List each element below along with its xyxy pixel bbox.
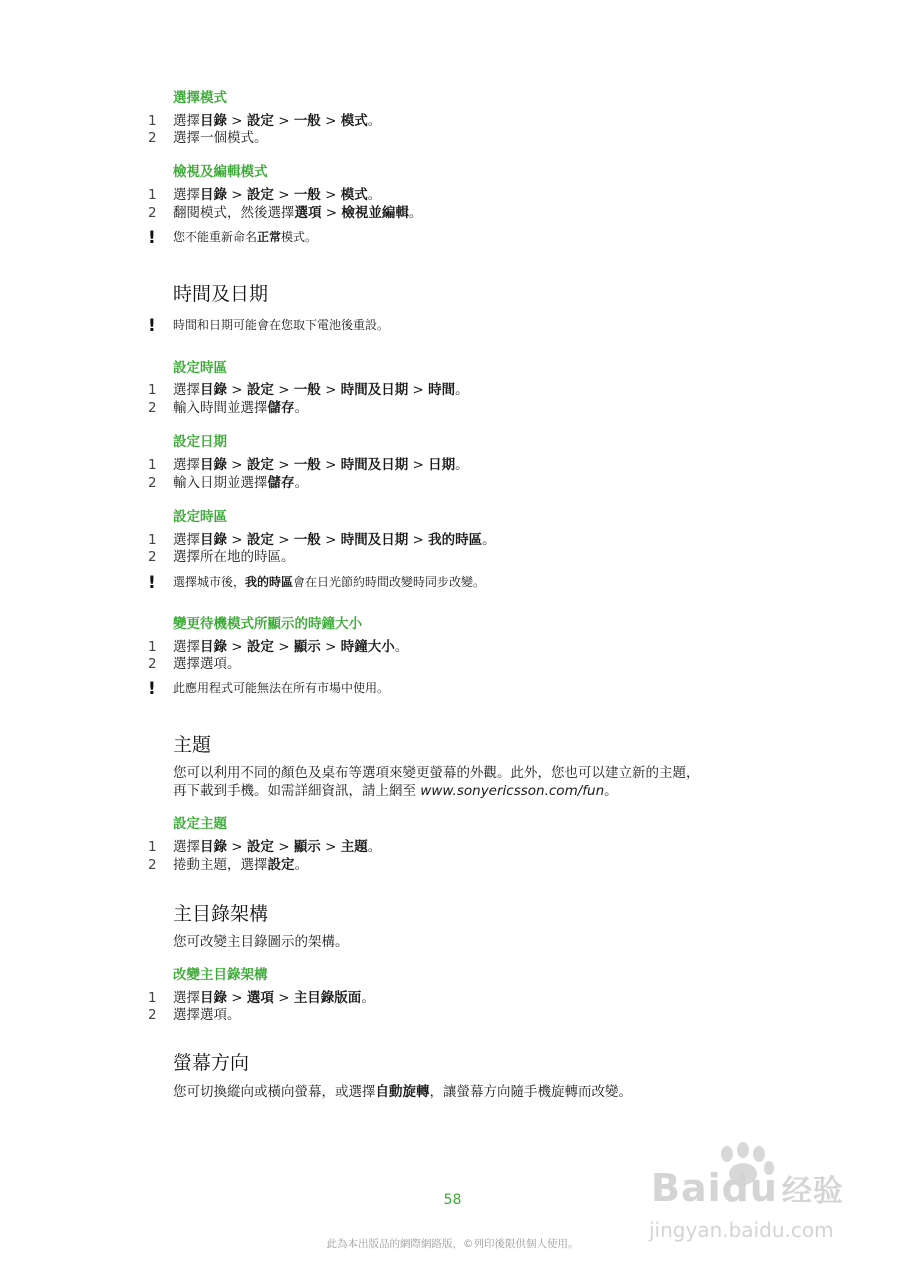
step: 2 選擇所在地的時區。 <box>148 549 295 565</box>
step: 1 選擇目錄 > 設定 > 一般 > 模式。 <box>148 113 382 129</box>
heading-screen-orientation: 螢幕方向 <box>173 1052 250 1074</box>
step-number: 2 <box>148 400 157 416</box>
page-number: 58 <box>443 1192 462 1208</box>
step-number: 1 <box>148 382 157 398</box>
paragraph: 您可以利用不同的顏色及桌布等選項來變更螢幕的外觀。此外，您也可以建立新的主題， <box>173 765 700 781</box>
step: 2 選擇選項。 <box>148 656 241 672</box>
watermark-brand: Baidu 经验 <box>651 1166 844 1210</box>
subheading-change-menu-layout: 改變主目錄架構 <box>173 967 268 983</box>
subheading-set-timezone: 設定時區 <box>173 509 227 525</box>
step-number: 2 <box>148 656 157 672</box>
step-number: 2 <box>148 205 157 221</box>
baidu-watermark <box>643 1140 853 1250</box>
warning-icon: ! <box>148 573 156 593</box>
step-number: 1 <box>148 457 157 473</box>
paragraph: 再下載到手機。如需詳細資訊，請上網至 www.sonyericsson.com/fun。 <box>173 783 618 799</box>
step: 2 選擇一個模式。 <box>148 130 268 146</box>
step: 1 選擇目錄 > 設定 > 顯示 > 時鐘大小。 <box>148 639 409 655</box>
watermark-url: jingyan.baidu.com <box>649 1218 834 1242</box>
step: 2 輸入日期並選擇儲存。 <box>148 475 308 491</box>
step-number: 2 <box>148 130 157 146</box>
step-number: 2 <box>148 549 157 565</box>
paragraph: 您可切換縱向或橫向螢幕，或選擇自動旋轉，讓螢幕方向隨手機旋轉而改變。 <box>173 1084 632 1100</box>
subheading-view-edit-mode: 檢視及編輯模式 <box>173 164 268 180</box>
note: ! 時間和日期可能會在您取下電池後重設。 <box>148 316 390 336</box>
step-number: 1 <box>148 187 157 203</box>
warning-icon: ! <box>148 228 156 248</box>
step: 1 選擇目錄 > 選項 > 主目錄版面。 <box>148 990 375 1006</box>
step: 1 選擇目錄 > 設定 > 一般 > 時間及日期 > 時間。 <box>148 382 469 398</box>
note: ! 您不能重新命名正常模式。 <box>148 228 318 248</box>
step-number: 1 <box>148 639 157 655</box>
warning-icon: ! <box>148 679 156 699</box>
heading-theme: 主題 <box>173 734 212 756</box>
url-link: www.sonyericsson.com/fun <box>420 783 605 799</box>
step: 1 選擇目錄 > 設定 > 一般 > 時間及日期 > 我的時區。 <box>148 532 496 548</box>
subheading-set-theme: 設定主題 <box>173 816 227 832</box>
footer-text: 此為本出版品的網際網路版，©列印後限供個人使用。 <box>326 1238 579 1250</box>
step: 2 翻閱模式，然後選擇選項 > 檢視並編輯。 <box>148 205 423 221</box>
subheading-set-time: 設定時區 <box>173 360 227 376</box>
step-number: 2 <box>148 1007 157 1023</box>
subheading-clock-size: 變更待機模式所顯示的時鐘大小 <box>173 616 362 632</box>
step-number: 1 <box>148 532 157 548</box>
heading-time-date: 時間及日期 <box>173 283 269 305</box>
subheading-select-mode: 選擇模式 <box>173 90 227 106</box>
step: 2 輸入時間並選擇儲存。 <box>148 400 308 416</box>
step-number: 1 <box>148 839 157 855</box>
note: ! 選擇城市後，我的時區會在日光節約時間改變時同步改變。 <box>148 573 486 593</box>
step: 1 選擇目錄 > 設定 > 一般 > 模式。 <box>148 187 382 203</box>
note: ! 此應用程式可能無法在所有市場中使用。 <box>148 679 390 699</box>
step: 1 選擇目錄 > 設定 > 一般 > 時間及日期 > 日期。 <box>148 457 469 473</box>
step-number: 2 <box>148 857 157 873</box>
subheading-set-date: 設定日期 <box>173 434 227 450</box>
step: 2 選擇選項。 <box>148 1007 241 1023</box>
warning-icon: ! <box>148 316 156 336</box>
step: 1 選擇目錄 > 設定 > 顯示 > 主題。 <box>148 839 382 855</box>
step: 2 捲動主題，選擇設定。 <box>148 857 308 873</box>
step-number: 1 <box>148 990 157 1006</box>
step-number: 2 <box>148 475 157 491</box>
paragraph: 您可改變主目錄圖示的架構。 <box>173 934 349 950</box>
step-number: 1 <box>148 113 157 129</box>
heading-main-menu-layout: 主目錄架構 <box>173 903 269 925</box>
